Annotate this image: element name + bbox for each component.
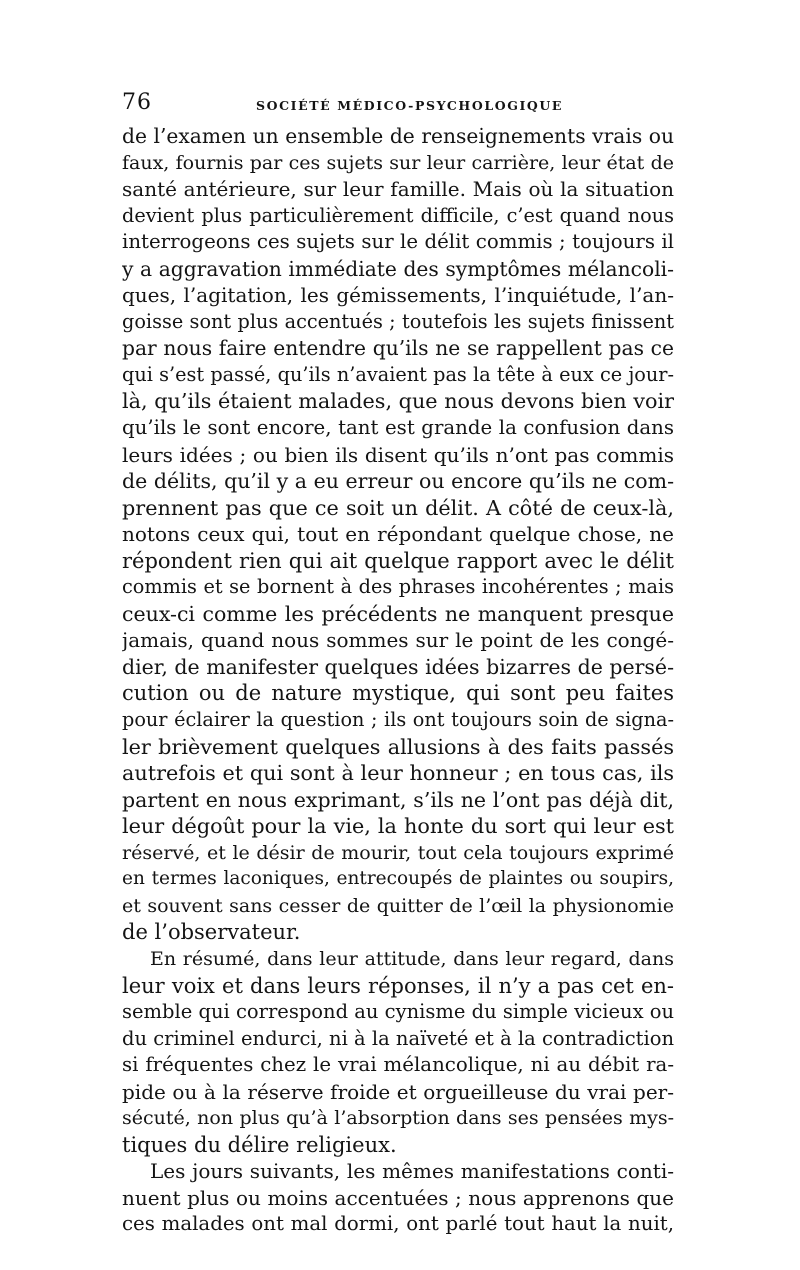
text-line: faux, fournis par ces sujets sur leur carrière, leur état de [122, 151, 674, 174]
text-line: pour éclairer la question ; ils ont toujours soin de signa- [122, 708, 674, 732]
paragraph [122, 123, 674, 946]
text-line: leur voix et dans leurs réponses, il n’y a pas cet en- [122, 973, 674, 998]
text-line: autrefois et qui sont à leur honneur ; en tous cas, ils [122, 761, 674, 786]
text-line: devient plus particulièrement difficile, c’est quand nous [122, 203, 674, 227]
text-line: ques, l’agitation, les gémissements, l’inquiétude, l’an- [122, 283, 674, 308]
page-header [122, 88, 674, 118]
text-line: partent en nous exprimant, s’ils ne l’ont pas déjà dit, [122, 787, 674, 812]
text-line: ceux-ci comme les précédents ne manquent presque [122, 601, 674, 626]
text-line: prennent pas que ce soit un délit. A côté de ceux-là, [122, 495, 674, 520]
running-head: SOCIÉTÉ MÉDICO-PSYCHOLOGIQUE [256, 98, 564, 113]
text-line: qu’ils le sont encore, tant est grande la confusion dans [122, 416, 674, 440]
text-line: semble qui correspond au cynisme du simple vicieux ou [122, 1000, 674, 1024]
text-line: pide ou à la réserve froide et orgueilleuse du vrai per- [122, 1079, 674, 1104]
text-line: de l’observateur. [122, 920, 301, 945]
text-line: du criminel endurci, ni à la naïveté et à la contradiction [122, 1026, 674, 1050]
text-line: nuent plus ou moins accentuées ; nous apprenons que [122, 1185, 674, 1210]
text-line: En résumé, dans leur attitude, dans leur regard, dans [150, 947, 674, 970]
page-number: 76 [122, 90, 152, 115]
text-line: cution ou de nature mystique, qui sont peu faites [122, 681, 674, 706]
text-line: réservé, et le désir de mourir, tout cela toujours exprimé [122, 841, 674, 864]
text-line: Les jours suivants, les mêmes manifestations conti- [150, 1159, 674, 1184]
text-line: et souvent sans cesser de quitter de l’œil la physionomie [122, 894, 674, 917]
text-line: commis et se bornent à des phrases incohérentes ; mais [122, 575, 674, 599]
text-line: dier, de manifester quelques idées bizarres de persé- [122, 654, 674, 679]
text-line: notons ceux qui, tout en répondant quelque chose, ne [122, 522, 674, 547]
text-line: y a aggravation immédiate des symptômes mélancoli- [122, 256, 674, 281]
text-line: leurs idées ; ou bien ils disent qu’ils n’ont pas commis [122, 442, 674, 467]
text-line: jamais, quand nous sommes sur le point de les congé- [122, 628, 674, 653]
paragraph [122, 946, 674, 1158]
text-line: goisse sont plus accentués ; toutefois les sujets finissent [122, 309, 674, 333]
text-line: en termes laconiques, entrecoupés de plaintes ou soupirs, [122, 868, 674, 890]
body-text [122, 123, 674, 1238]
text-line: tiques du délire religieux. [122, 1132, 397, 1157]
text-line: de délits, qu’il y a eu erreur ou encore qu’ils ne com- [122, 469, 674, 494]
text-line: par nous faire entendre qu’ils ne se rappellent pas ce [122, 336, 674, 361]
text-line: ces malades ont mal dormi, ont parlé tout haut la nuit, [122, 1212, 674, 1236]
text-line: leur dégoût pour la vie, la honte du sort qui leur est [122, 814, 674, 839]
text-line: ler brièvement quelques allusions à des faits passés [122, 734, 674, 759]
paragraph [122, 1158, 674, 1238]
text-line: santé antérieure, sur leur famille. Mais où la situation [122, 177, 674, 202]
text-line: sécuté, non plus qu’à l’absorption dans ses pensées mys- [122, 1107, 674, 1130]
text-line: si fréquentes chez le vrai mélancolique, ni au débit ra- [122, 1053, 674, 1077]
text-line: là, qu’ils étaient malades, que nous devons bien voir [122, 389, 674, 414]
text-line: qui s’est passé, qu’ils n’avaient pas la tête à eux ce jour- [122, 362, 674, 386]
text-line: interrogeons ces sujets sur le délit commis ; toujours il [122, 230, 674, 254]
text-line: répondent rien qui ait quelque rapport avec le délit [122, 548, 674, 573]
text-line: de l’examen un ensemble de renseignements vrais ou [122, 124, 674, 148]
